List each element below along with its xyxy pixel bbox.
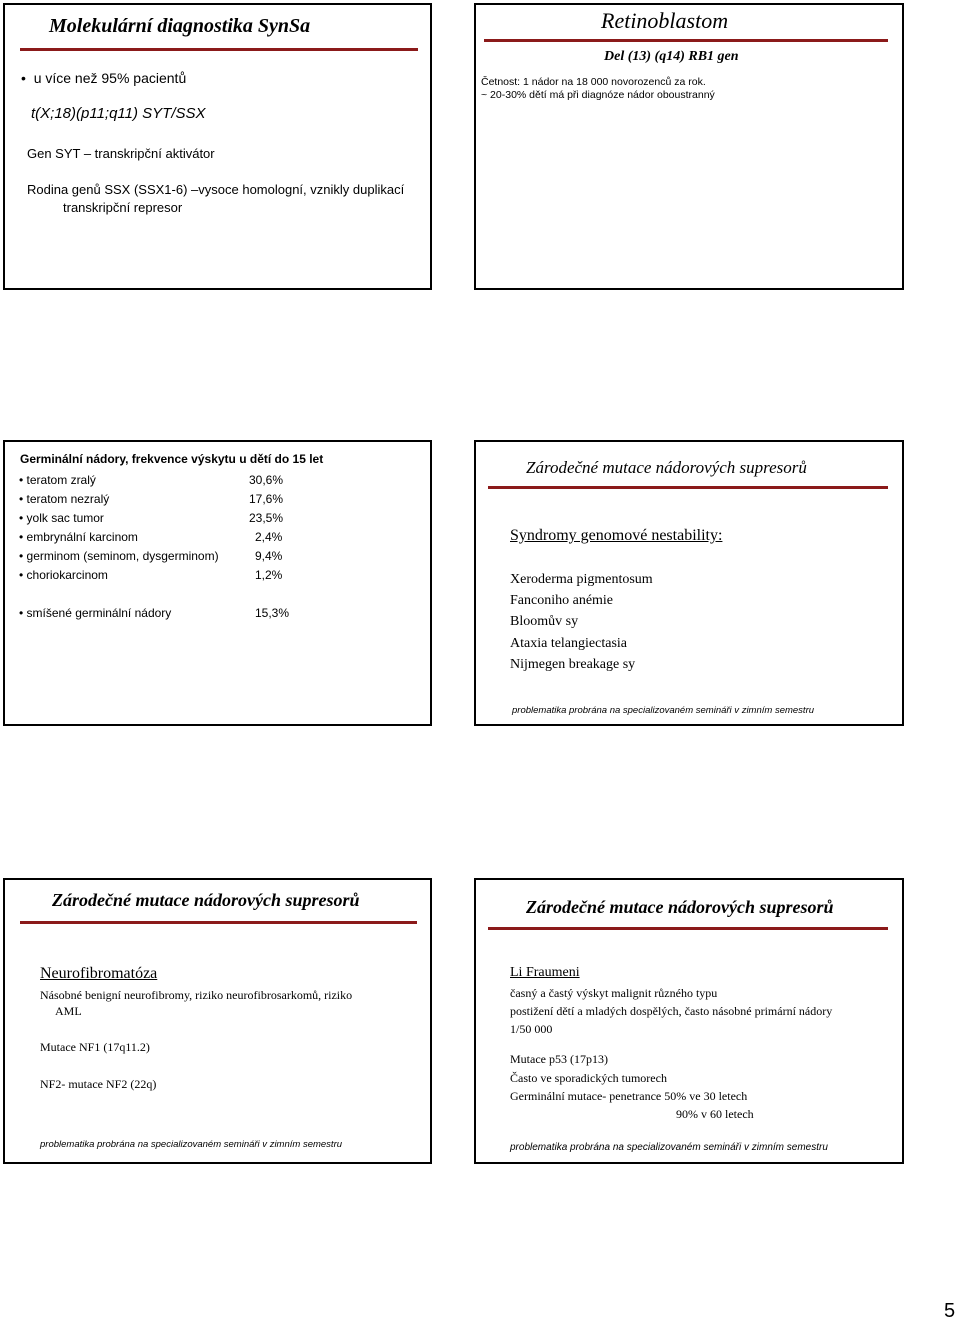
list-item: • choriokarcinom: [19, 568, 108, 582]
bullet-icon: •: [21, 70, 26, 86]
section-heading: Li Fraumeni: [510, 965, 580, 980]
seminar-note: problematika probrána na specializovaném semináři v zimním semestru: [510, 1142, 828, 1153]
text-line: postižení dětí a mladých dospělých, často násobné primární nádory: [510, 1004, 833, 1018]
list-item: • smíšené germinální nádory: [19, 606, 172, 620]
list-item: • yolk sac tumor: [19, 511, 104, 525]
page-number: 5: [944, 1300, 956, 1322]
list-item: Fanconiho anémie: [510, 593, 614, 608]
text-line: Germinální mutace- penetrance 50% ve 30 letech: [510, 1089, 748, 1103]
slide-neurofibromatosis: [3, 878, 432, 1164]
slide-genome-instability: [474, 440, 904, 726]
list-value: 2,4%: [255, 530, 283, 544]
slide-title: Zárodečné mutace nádorových supresorů: [526, 897, 834, 917]
text-line: Často ve sporadických tumorech: [510, 1071, 667, 1085]
slide-germinal-tumors: [3, 440, 432, 726]
list-value: 9,4%: [255, 549, 283, 563]
slide-retinoblastom: [474, 3, 904, 290]
section-heading: Neurofibromatóza: [40, 965, 158, 982]
list-item: • teratom zralý: [19, 473, 96, 487]
seminar-note: problematika probrána na specializovaném semináři v zimním semestru: [512, 705, 815, 716]
list-item: • germinom (seminom, dysgerminom): [19, 549, 219, 563]
list-item: Ataxia telangiectasia: [510, 636, 627, 651]
title-rule: [20, 48, 418, 51]
list-item: • embrynální karcinom: [19, 530, 138, 544]
family-line-1: Rodina genů SSX (SSX1-6) –vysoce homologní, vznikly duplikací: [27, 182, 405, 197]
slide-title: Germinální nádory, frekvence výskytu u dětí do 15 let: [20, 452, 324, 466]
slide-title: Zárodečné mutace nádorových supresorů: [52, 890, 360, 910]
bullet-text: [21, 70, 186, 86]
list-value: 1,2%: [255, 568, 283, 582]
text-line: časný a častý výskyt malignit různého typu: [510, 986, 718, 1000]
list-item: Nijmegen breakage sy: [510, 657, 636, 672]
list-value: 30,6%: [249, 473, 284, 487]
list-item: Xeroderma pigmentosum: [510, 572, 653, 587]
list-item: • teratom nezralý: [19, 492, 110, 506]
slide-synsa: [3, 3, 432, 290]
slide-title: Molekulární diagnostika SynSa: [49, 15, 311, 37]
slide-subtitle: Del (13) (q14) RB1 gen: [604, 49, 739, 64]
slide-li-fraumeni: [474, 878, 904, 1164]
list-item: Bloomův sy: [510, 614, 579, 629]
list-value: 17,6%: [249, 492, 284, 506]
title-rule: [20, 921, 417, 924]
seminar-note: problematika probrána na specializovaném semináři v zimním semestru: [40, 1139, 343, 1150]
title-rule: [488, 927, 888, 930]
frequency-line: Četnost: 1 nádor na 18 000 novorozenců za rok.: [481, 76, 706, 88]
title-rule: [484, 39, 888, 42]
nf2-line: NF2- mutace NF2 (22q): [40, 1077, 157, 1091]
section-heading: Syndromy genomové nestability:: [510, 527, 723, 544]
list-value: 23,5%: [249, 511, 284, 525]
slide-title: Zárodečné mutace nádorových supresorů: [526, 458, 807, 477]
bilateral-line: ~ 20-30% dětí má při diagnóze nádor oboustranný: [481, 89, 715, 101]
description-line-2: AML: [55, 1004, 82, 1018]
title-rule: [488, 486, 888, 489]
gene-line: Gen SYT – transkripční aktivátor: [27, 146, 215, 161]
slide-title: Retinoblastom: [601, 8, 729, 33]
text-line: 1/50 000: [510, 1022, 553, 1036]
nf1-line: Mutace NF1 (17q11.2): [40, 1040, 150, 1054]
bullet-label: u více než 95% pacientů: [33, 70, 187, 86]
text-line: 90% v 60 letech: [676, 1107, 754, 1121]
list-value: 15,3%: [255, 606, 290, 620]
text-line: Mutace p53 (17p13): [510, 1052, 608, 1066]
family-line-2: transkripční represor: [63, 200, 183, 215]
translocation: t(X;18)(p11;q11) SYT/SSX: [31, 105, 206, 122]
description-line-1: Násobné benigní neurofibromy, riziko neurofibrosarkomů, riziko: [40, 988, 353, 1002]
